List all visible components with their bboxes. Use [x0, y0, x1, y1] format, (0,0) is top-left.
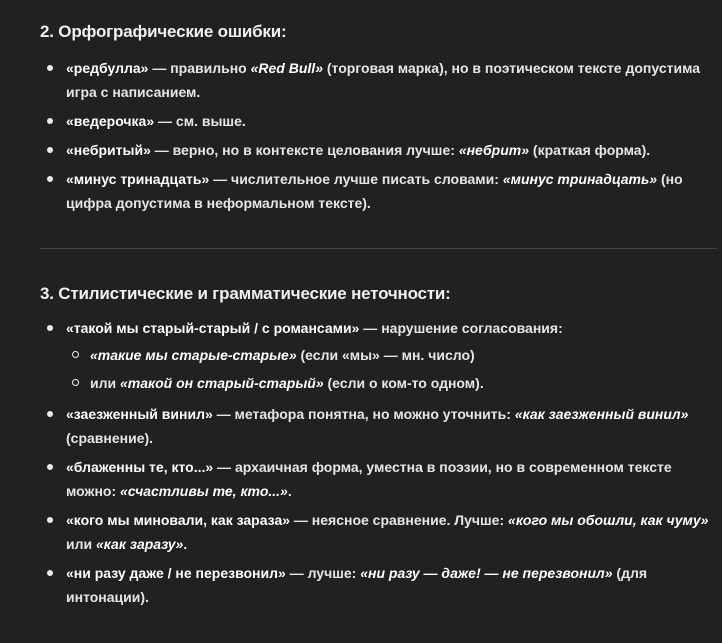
section-heading-style: 3. Стилистические и грамматические неточности:: [40, 284, 451, 303]
list-item: [0, 455, 722, 503]
bullet-dot-icon: [47, 464, 53, 470]
list-item: [0, 402, 722, 450]
bullet-dot-icon: [47, 65, 53, 71]
bullet-dot-icon: [47, 411, 53, 417]
suggestion-text: «кого мы обошли, как чуму»: [508, 512, 709, 528]
item-text: (но цифра допустима в неформальном тексте).: [66, 171, 683, 211]
spelling-errors-list: [0, 56, 722, 220]
sub-list-item: [66, 369, 716, 397]
item-text: (если «мы» — мн. число): [296, 347, 475, 363]
suggestion-text: «такой он старый-старый»: [120, 375, 324, 391]
list-item: [0, 109, 722, 133]
suggestion-text: «небрит»: [458, 142, 530, 158]
bullet-dot-icon: [47, 570, 53, 576]
bullet-dot-icon: [47, 118, 53, 124]
suggestion-text: «минус тринадцать»: [502, 171, 658, 187]
bullet-dot-icon: [47, 176, 53, 182]
item-text: (торговая марка), но в поэтическом тексте допустима игра с написанием.: [66, 60, 701, 100]
suggestion-text: «как заразу»: [96, 536, 184, 552]
item-text: или: [66, 536, 96, 552]
item-text: — неясное сравнение. Лучше:: [290, 512, 509, 528]
item-text: — см. выше.: [154, 113, 246, 129]
item-text: (краткая форма).: [529, 142, 651, 158]
bullet-circle-icon: [72, 379, 79, 386]
item-text: — числительное лучше писать словами:: [209, 171, 503, 187]
list-item: [0, 56, 722, 104]
bullet-dot-icon: [47, 517, 53, 523]
item-text: .: [183, 536, 188, 552]
item-text: — метафора понятна, но можно уточнить:: [212, 406, 515, 422]
bullet-dot-icon: [47, 325, 53, 331]
term-text: «минус тринадцать»: [66, 171, 210, 187]
sub-list: [66, 341, 716, 397]
term-text: «заезженный винил»: [66, 406, 213, 422]
list-item: [0, 138, 722, 162]
list-item: [0, 316, 722, 397]
item-text: или: [90, 375, 120, 391]
item-text: — нарушение согласования:: [359, 320, 563, 336]
item-text: — лучше:: [285, 565, 361, 581]
term-text: «кого мы миновали, как зараза»: [66, 512, 291, 528]
suggestion-text: «ни разу — даже! — не перезвонил»: [360, 565, 613, 581]
suggestion-text: «такие мы старые-старые»: [90, 347, 297, 363]
suggestion-text: «Red Bull»: [250, 60, 323, 76]
list-item: [0, 561, 722, 609]
suggestion-text: «счастливы те, кто...»: [120, 483, 288, 499]
suggestion-text: «как заезженный винил»: [514, 406, 689, 422]
section-heading-spelling: 2. Орфографические ошибки:: [40, 22, 287, 41]
item-text: — верно, но в контексте целования лучше:: [150, 142, 459, 158]
section-divider: [40, 248, 717, 249]
bullet-dot-icon: [47, 147, 53, 153]
bullet-circle-icon: [72, 351, 79, 358]
term-text: «ни разу даже / не перезвонил»: [66, 565, 286, 581]
sub-list-item: [66, 341, 716, 369]
term-text: «небритый»: [66, 142, 151, 158]
term-text: «такой мы старый-старый / с романсами»: [66, 320, 360, 336]
style-errors-list: [0, 316, 722, 614]
term-text: «ведерочка»: [66, 113, 155, 129]
item-text: .: [287, 483, 292, 499]
term-text: «блаженны те, кто...»: [66, 459, 214, 475]
list-item: [0, 167, 722, 215]
term-text: «редбулла»: [66, 60, 149, 76]
list-item: [0, 508, 722, 556]
item-text: — архаичная форма, уместна в поэзии, но в современном тексте можно:: [66, 459, 672, 499]
item-text: (сравнение).: [66, 430, 154, 446]
item-text: — правильно: [148, 60, 251, 76]
item-text: (если о ком-то одном).: [323, 375, 484, 391]
item-text: (для интонации).: [66, 565, 648, 605]
